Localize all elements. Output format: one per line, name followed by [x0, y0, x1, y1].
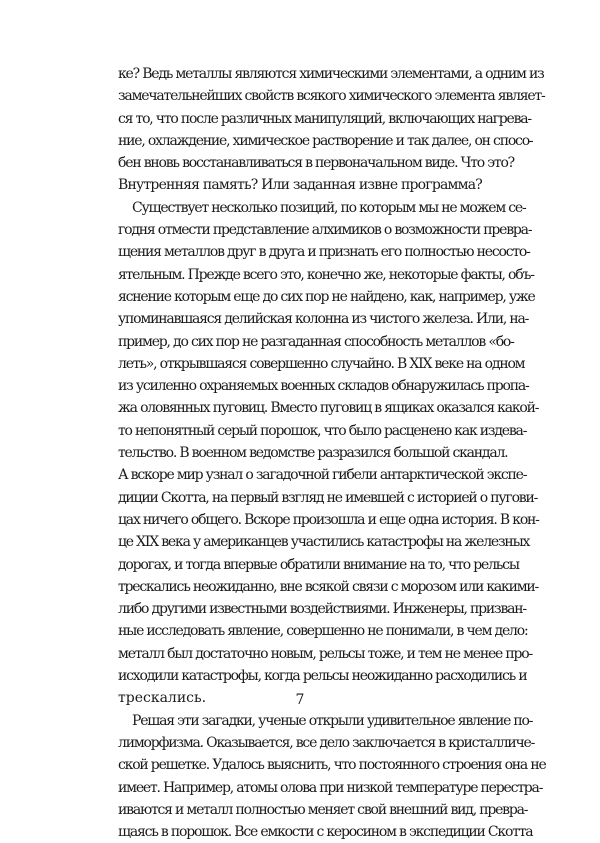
text-line: пример, до сих пор не разгаданная способность металлов «бо- [118, 333, 514, 350]
text-line: диции Скотта, на первый взгляд не имевшей с историей о пугови- [118, 489, 538, 506]
text-line: трескались неожиданно, вне всякой связи с морозом или какими- [118, 578, 539, 595]
text-line: трескались. [118, 690, 207, 707]
paragraph [118, 197, 539, 710]
text-line: годня отмести представление алхимиков о возможности превра- [118, 222, 532, 239]
text-line: жа оловянных пуговиц. Вместо пуговиц в ящиках оказался какой- [118, 400, 539, 417]
text-line: металл был достаточно новым, рельсы тоже, и тем не менее про- [118, 645, 533, 662]
text-line: Решая эти загадки, ученые открыли удивительное явление по- [132, 712, 533, 729]
body-text [118, 63, 546, 843]
text-line: упоминавшаяся делийская колонна из чистого железа. Или, на- [118, 311, 529, 328]
text-line: из усиленно охраняемых военных складов обнаружилась пропа- [118, 378, 529, 395]
text-line: А вскоре мир узнал о загадочной гибели антарктической экспе- [118, 467, 527, 484]
text-line: цах ничего общего. Вскоре произошла и еще одна история. В кон- [118, 511, 539, 528]
text-line: Внутренняя память? Или заданная извне программа? [118, 177, 482, 194]
text-line: тельство. В военном ведомстве разразился большой скандал. [118, 445, 508, 462]
text-line: ятельным. Прежде всего это, конечно же, некоторые факты, объ- [118, 266, 534, 283]
text-line: ке? Ведь металлы являются химическими элементами, а одним из [118, 66, 544, 82]
paragraph [118, 710, 546, 843]
text-line: ные исследовать явление, совершенно не понимали, в чем дело: [118, 623, 528, 640]
text-line: исходили катастрофы, когда рельсы неожиданно расходились и [118, 668, 527, 685]
text-line: щения металлов друг в друга и признать его полностью несосто- [118, 244, 530, 261]
text-line: ние, охлаждение, химическое растворение и так далее, он спосо- [118, 132, 533, 149]
text-line: лиморфизма. Оказывается, все дело заключается в кристалличе- [118, 734, 535, 751]
text-line: це XIX века у американцев участились катастрофы на железных [118, 534, 530, 551]
text-line: бен вновь восстанавливаться в первоначальном виде. Что это? [118, 155, 514, 172]
page-number: 7 [295, 692, 305, 708]
text-line: ся то, что после различных манипуляций, включающих нагрева- [118, 110, 531, 127]
paragraph [118, 63, 545, 197]
text-line: то непонятный серый порошок, что было расценено как издева- [118, 422, 527, 439]
text-line: яснение которым еще до сих пор не найдено, как, например, уже [118, 288, 535, 305]
text-line: либо другими известными воздействиями. Инженеры, призван- [118, 601, 526, 618]
text-line: имеет. Например, атомы олова при низкой температуре перестра- [118, 779, 543, 796]
text-line: щаясь в порошок. Все емкости с керосином в экспедиции Скотта [118, 824, 533, 841]
text-line: Существует несколько позиций, по которым мы не можем се- [132, 199, 526, 216]
text-line: ской решетке. Удалось выяснить, что постоянного строения она не [118, 757, 546, 774]
text-line: иваются и металл полностью меняет свой внешний вид, превра- [118, 801, 528, 818]
text-line: замечательнейших свойств всякого химического элемента являет- [118, 88, 545, 105]
text-line: дорогах, и тогда впервые обратили внимание на то, что рельсы [118, 556, 519, 573]
text-line: леть», открывшаяся совершенно случайно. В XIX веке на одном [118, 355, 525, 372]
